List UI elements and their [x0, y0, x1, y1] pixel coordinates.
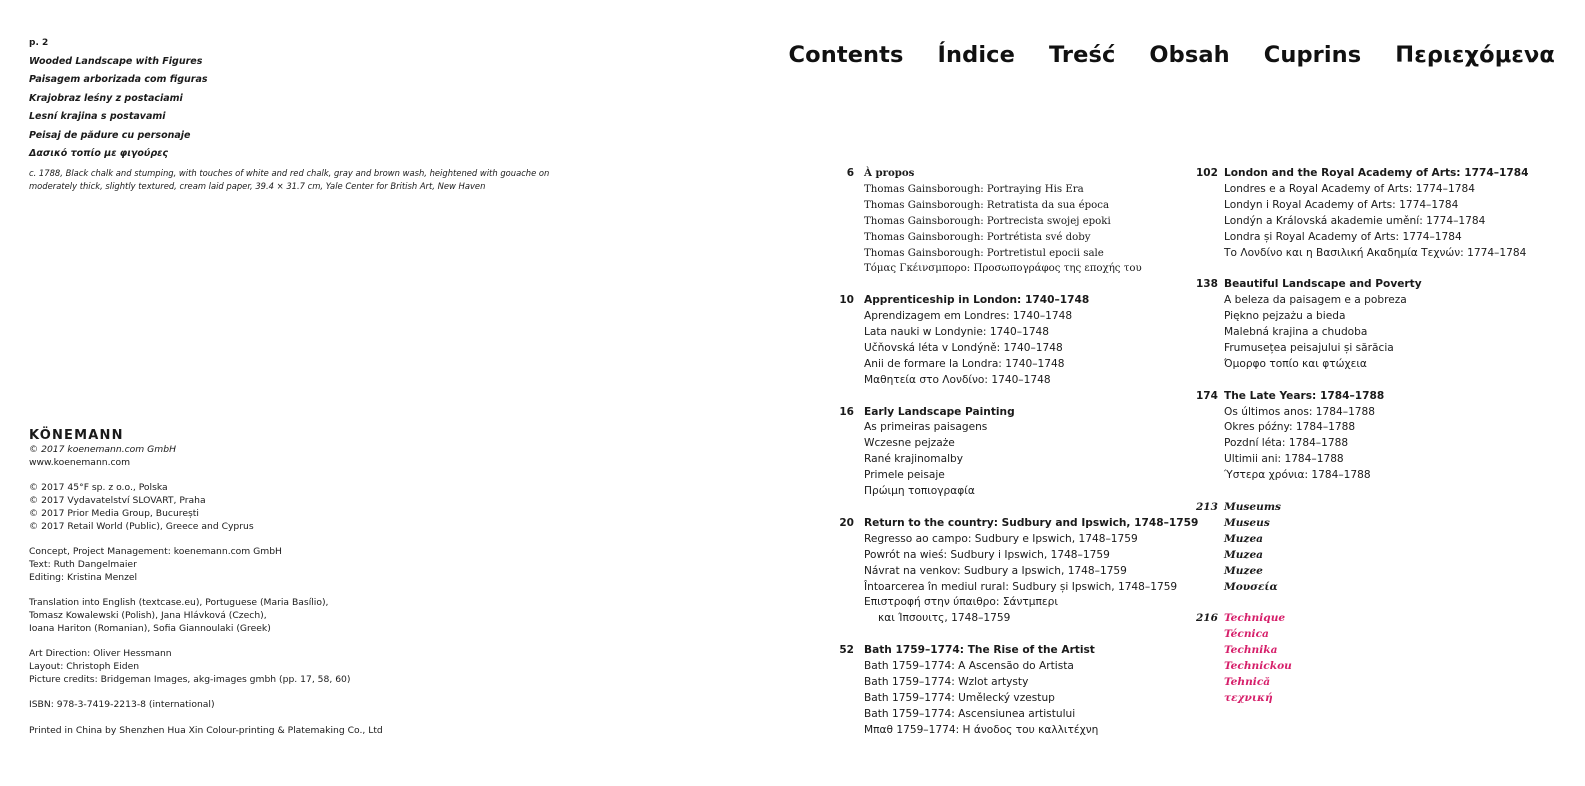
- toc-entry-title: The Late Years: 1784–1788: [1224, 389, 1385, 402]
- toc-entry-translation: Londra și Royal Academy of Arts: 1774–1784: [1224, 230, 1462, 243]
- toc-entry-translation: Frumusețea peisajului și sărăcia: [1224, 341, 1394, 354]
- toc-entry-translation: Πρώιμη τοπιογραφία: [864, 485, 975, 498]
- toc-entry-title: Museums: [1224, 500, 1282, 513]
- toc-entry-translation: Wczesne pejzaże: [864, 437, 955, 450]
- toc-entry-title: Technique: [1224, 612, 1286, 625]
- caption-title-ro: Peisaj de pădure cu personaje: [29, 129, 191, 141]
- toc-entry-translation: Μαθητεία στο Λονδίνο: 1740–1748: [864, 373, 1051, 386]
- toc-page-number: 52: [839, 644, 854, 657]
- toc-entry-translation: Regresso ao campo: Sudbury e Ipswich, 1748–1759: [864, 532, 1138, 545]
- toc-entry-title: Beautiful Landscape and Poverty: [1224, 278, 1422, 291]
- toc-entry: [836, 293, 1186, 388]
- toc-page-number: 138: [1196, 278, 1218, 291]
- copyright-line: © 2017 Retail World (Public), Greece and Cyprus: [29, 520, 254, 532]
- toc-entry: [1196, 611, 1556, 706]
- toc-entry-title: Early Landscape Painting: [864, 405, 1015, 418]
- imprint: [29, 428, 449, 737]
- copyright-line: © 2017 Vydavatelství SLOVART, Praha: [29, 495, 206, 507]
- toc-entry-translation: Τόμας Γκέινσμπορο: Προσωπογράφος της εποχής του: [864, 263, 1142, 275]
- toc-entry-translation: Anii de formare la Londra: 1740–1748: [864, 357, 1065, 370]
- toc-entry-translation: Ultimii ani: 1784–1788: [1224, 453, 1344, 466]
- toc-entry-translation: Londýn a Královská akademie umění: 1774–1784: [1224, 214, 1486, 227]
- toc-entry-translation: Thomas Gainsborough: Portrétista své doby: [864, 231, 1091, 243]
- printed-in: Printed in China by Shenzhen Hua Xin Colour-printing & Platemaking Co., Ltd: [29, 724, 383, 736]
- toc-entry-translation: Bath 1759–1774: Wzlot artysty: [864, 675, 1029, 688]
- toc-page-number: 174: [1196, 389, 1218, 402]
- toc-entry-translation: Návrat na venkov: Sudbury a Ipswich, 1748–1759: [864, 564, 1127, 577]
- toc-entry-translation: Londyn i Royal Academy of Arts: 1774–1784: [1224, 198, 1459, 211]
- toc-entry-translation: Os últimos anos: 1784–1788: [1224, 405, 1376, 418]
- contents-header: [789, 42, 1555, 68]
- toc-entry-translation: Întoarcerea în mediul rural: Sudbury și Ipswich, 1748–1759: [864, 580, 1178, 593]
- toc-entry-translation: Bath 1759–1774: Ascensiunea artistului: [864, 707, 1076, 720]
- caption-description: c. 1788, Black chalk and stumping, with touches of white and red chalk, gray and brown wash, heightened with gouache on moderately thick, slightly textured, cream laid paper, 39.4 × 31.7 cm, Yale Center for British Art, New Haven: [29, 168, 550, 192]
- toc-entry-translation: Thomas Gainsborough: Portretistul epocii sale: [864, 247, 1104, 259]
- toc-entry-translation: Museus: [1224, 516, 1270, 529]
- toc-entry-translation: Το Λονδίνο και η Βασιλική Ακαδημία Τεχνών: 1774–1784: [1224, 246, 1527, 259]
- publisher-logo: KÖNEMANN: [29, 428, 124, 443]
- caption-title-pt: Paisagem arborizada com figuras: [29, 74, 208, 86]
- toc-entry-translation: Učňovská léta v Londýně: 1740–1748: [864, 341, 1063, 354]
- toc-entry-translation: Muzea: [1224, 532, 1264, 545]
- toc-column-right: [1196, 166, 1556, 723]
- caption-title-pl: Krajobraz leśny z postaciami: [29, 92, 183, 104]
- contents-heading-pt: Índice: [937, 42, 1015, 68]
- contents-heading-pl: Treść: [1048, 42, 1116, 68]
- toc-entry-translation: Όμορφο τοπίο και φτώχεια: [1224, 357, 1367, 370]
- toc-entry-translation: Malebná krajina a chudoba: [1224, 326, 1368, 339]
- toc-entry-translation: Tehnică: [1224, 675, 1271, 688]
- toc-column-left: [836, 166, 1199, 754]
- toc-entry-translation: As primeiras paisagens: [864, 421, 988, 434]
- contents-heading-cs: Obsah: [1149, 42, 1230, 68]
- toc-entry-translation: Μπαθ 1759–1774: Η άνοδος του καλλιτέχνη: [864, 723, 1099, 736]
- page-reference: p. 2: [29, 38, 49, 48]
- toc-entry-translation: Muzee: [1224, 564, 1263, 577]
- toc-entry-translation: Aprendizagem em Londres: 1740–1748: [864, 310, 1073, 323]
- translation-line: Tomasz Kowalewski (Polish), Jana Hlávková (Czech),: [29, 609, 267, 621]
- toc-entry-translation: Muzea: [1224, 548, 1264, 561]
- publisher-website: www.koenemann.com: [29, 456, 131, 468]
- toc-page-number: 213: [1196, 500, 1218, 513]
- toc-entry-translation: Technika: [1224, 644, 1278, 657]
- copyright-line: © 2017 Prior Media Group, București: [29, 507, 199, 519]
- copyright-main: © 2017 koenemann.com GmbH: [29, 444, 176, 455]
- toc-entry: [1196, 389, 1556, 484]
- toc-entry-translation: Technickou: [1224, 660, 1292, 673]
- translation-line: Translation into English (textcase.eu), Portuguese (Maria Basílio),: [29, 597, 329, 609]
- toc-entry: [836, 166, 1186, 277]
- toc-entry-translation: Pozdní léta: 1784–1788: [1224, 437, 1349, 450]
- credit-line: Editing: Kristina Menzel: [29, 571, 138, 583]
- credit-line: Art Direction: Oliver Hessmann: [29, 648, 172, 660]
- image-caption: [29, 38, 589, 193]
- caption-title-cs: Lesní krajina s postavami: [29, 111, 166, 123]
- credit-line: Layout: Christoph Eiden: [29, 660, 140, 672]
- toc-entry: [1196, 500, 1556, 595]
- contents-heading-en: Contents: [788, 42, 904, 68]
- toc-entry: [836, 405, 1186, 500]
- toc-page-number: 20: [839, 516, 854, 529]
- toc-entry-title: Bath 1759–1774: The Rise of the Artist: [864, 644, 1095, 657]
- caption-title-el: Δασικό τοπίο με φιγούρες: [29, 148, 169, 160]
- toc-entry-translation: και Ίπσουιτς, 1748–1759: [878, 612, 1011, 625]
- toc-entry-translation: Bath 1759–1774: Umělecký vzestup: [864, 691, 1055, 704]
- toc-entry-translation: Técnica: [1224, 628, 1269, 641]
- toc-entry-translation: Ύστερα χρόνια: 1784–1788: [1224, 469, 1371, 482]
- toc-entry-translation: A beleza da paisagem e a pobreza: [1224, 294, 1407, 307]
- toc-entry-translation: Piękno pejzażu a bieda: [1224, 310, 1346, 323]
- credit-line: Text: Ruth Dangelmaier: [29, 558, 137, 570]
- credit-line: Picture credits: Bridgeman Images, akg-images gmbh (pp. 17, 58, 60): [29, 673, 351, 685]
- toc-entry-translation: Powrót na wieś: Sudbury i Ipswich, 1748–1759: [864, 548, 1110, 561]
- toc-entry-translation: Primele peisaje: [864, 469, 945, 482]
- toc-entry-translation: Bath 1759–1774: A Ascensão do Artista: [864, 660, 1074, 673]
- toc-entry-translation: Rané krajinomalby: [864, 453, 964, 466]
- toc-entry-title: London and the Royal Academy of Arts: 1774–1784: [1224, 167, 1529, 179]
- credit-line: Concept, Project Management: koenemann.com GmbH: [29, 546, 282, 558]
- toc-entry-translation: Thomas Gainsborough: Retratista da sua época: [864, 199, 1110, 211]
- isbn: ISBN: 978-3-7419-2213-8 (international): [29, 699, 215, 711]
- translation-line: Ioana Hariton (Romanian), Sofia Giannoulaki (Greek): [29, 622, 271, 634]
- toc-entry-translation: Londres e a Royal Academy of Arts: 1774–1784: [1224, 182, 1475, 195]
- toc-entry: [1196, 277, 1556, 372]
- toc-entry-translation: Επιστροφή στην ύπαιθρο: Σάντμπερι: [864, 596, 1058, 609]
- toc-entry-translation: Thomas Gainsborough: Portraying His Era: [864, 183, 1084, 195]
- contents-heading-el: Περιεχόμενα: [1395, 42, 1555, 68]
- toc-page-number: 6: [846, 167, 854, 179]
- toc-entry: [836, 516, 1199, 627]
- toc-entry-title: À propos: [864, 167, 915, 179]
- toc-page-number: 216: [1196, 612, 1218, 625]
- toc-entry-translation: Okres późny: 1784–1788: [1224, 421, 1356, 434]
- toc-entry-translation: Thomas Gainsborough: Portrecista swojej epoki: [864, 215, 1111, 227]
- toc-entry-title: Return to the country: Sudbury and Ipswich, 1748–1759: [864, 516, 1199, 529]
- toc-page-number: 102: [1196, 167, 1218, 179]
- toc-entry: [836, 643, 1186, 738]
- contents-heading-ro: Cuprins: [1263, 42, 1362, 68]
- copyright-line: © 2017 45°F sp. z o.o., Polska: [29, 482, 168, 494]
- caption-title-en: Wooded Landscape with Figures: [29, 56, 203, 67]
- toc-page-number: 10: [839, 294, 854, 307]
- toc-entry-translation: Μουσεία: [1224, 580, 1278, 593]
- toc-entry-translation: τεχνική: [1224, 691, 1273, 704]
- toc-entry-title: Apprenticeship in London: 1740–1748: [864, 294, 1090, 307]
- toc-page-number: 16: [839, 405, 854, 418]
- toc-entry: [1196, 166, 1556, 261]
- toc-entry-translation: Lata nauki w Londynie: 1740–1748: [864, 326, 1050, 339]
